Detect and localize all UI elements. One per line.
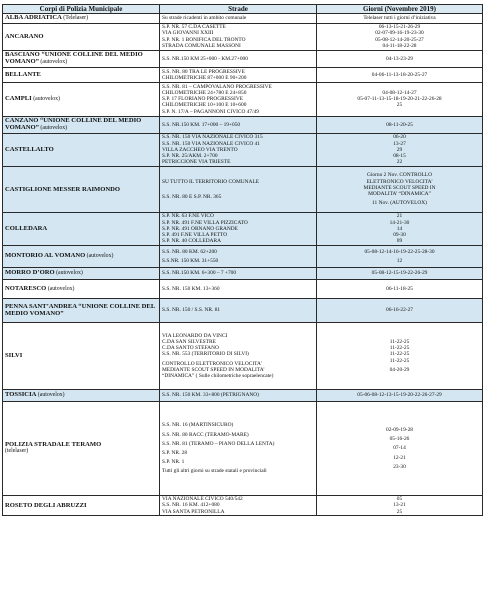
header-giorni: Giorni (Novembre 2019)	[317, 5, 483, 14]
table-row	[3, 116, 483, 133]
giorni-cell	[317, 298, 483, 322]
road-line: S.S. NR.150 KM. 17+000 – 19+050	[162, 121, 241, 128]
corpo-cell	[3, 245, 160, 267]
corpo-cell	[3, 495, 160, 515]
road-line: S.S. NR. 16 KM. 412+080	[162, 502, 220, 509]
day-line: Giorno 2 Nov. CONTROLLO	[367, 172, 432, 179]
giorni-cell	[317, 245, 483, 267]
corpo-cell	[3, 322, 160, 389]
corpo-cell	[3, 116, 160, 133]
corpo-cell	[3, 267, 160, 279]
schedule-body	[3, 14, 483, 516]
day-line: 05-08-12-14-16-19-22-25-28-30	[364, 248, 435, 255]
road-line: S.P. NR. 491 F.NE VILLA PIZZICATO	[162, 219, 248, 226]
giorni-cell	[317, 50, 483, 67]
table-row	[3, 401, 483, 495]
strade-cell	[160, 133, 317, 166]
table-row	[3, 67, 483, 82]
header-strade: Strade	[160, 5, 317, 14]
table-row	[3, 166, 483, 212]
day-line: 22	[396, 159, 403, 166]
road-line: S.S. NR. 81 – CAMPOVALANO PROGRESSIVE	[162, 83, 272, 90]
corpo-name: ROSETO DEGLI ABRUZZI	[5, 501, 87, 509]
day-line: Telelaser tutti i giorni d’iniziativa	[363, 15, 436, 22]
day-line: 06-20	[393, 134, 406, 141]
giorni-cell	[317, 212, 483, 245]
day-line: 21	[396, 213, 403, 220]
day-line: 11 Nov. (AUTOVELOX)	[372, 200, 427, 207]
day-line: 07-14	[393, 445, 406, 452]
day-line: 05-06-08-12-13-15-19-20-22-26-27-29	[357, 392, 442, 399]
corpo-name: NOTARESCO	[5, 284, 47, 292]
strade-cell	[160, 245, 317, 267]
corpo-name: PENNA SANT’ANDREA “UNIONE COLLINE DEL MEDIO VOMANO”	[5, 302, 155, 318]
road-line: CHILOMETRICHE 10+100 E 10+600	[162, 102, 247, 109]
corpo-name: BELLANTE	[5, 70, 41, 78]
corpo-cell	[3, 212, 160, 245]
day-line: 08-15	[393, 153, 406, 160]
corpo-name: BASCIANO “UNIONE COLLINE DEL MEDIO VOMANO”	[5, 50, 143, 66]
road-line: VIA SANTA PETRONILLA	[162, 508, 225, 515]
corpo-device: (autovelox)	[31, 95, 60, 102]
corpo-name: CANZANO “UNIONE COLLINE DEL MEDIO VOMANO”	[5, 116, 142, 132]
road-line: S.S. NR. 80 KM. 62+200	[162, 248, 217, 255]
day-line: 14-21-30	[389, 219, 410, 226]
road-line: C.DA SANTO STEFANO	[162, 345, 219, 352]
strade-cell	[160, 116, 317, 133]
corpo-name: COLLEDARA	[5, 225, 48, 233]
day-line: 08-11-20-25	[386, 121, 413, 128]
road-line: S.S. NR. 80 E S.P. NR. 365	[162, 193, 222, 200]
day-line: 06-16-22-27	[386, 307, 413, 314]
corpo-device: (autovelox)	[38, 125, 68, 132]
road-line: S.P. 17 FLORIANO PROGRESSIVE	[162, 96, 244, 103]
day-line: 12	[396, 257, 403, 264]
table-row	[3, 245, 483, 267]
road-line: S.P. NR. 63 F.NE VICO	[162, 213, 214, 220]
strade-cell	[160, 212, 317, 245]
road-line: MEDIANTE SCOUT SPEED IN MODALITA’	[162, 366, 265, 373]
giorni-cell	[317, 322, 483, 389]
corpo-cell	[3, 23, 160, 50]
day-line: 11-22-25	[389, 351, 410, 358]
road-line: S.S. NR.150 KM. 6+300 – 7 +700	[162, 270, 237, 277]
giorni-cell	[317, 401, 483, 495]
road-line: S.S. NR. 80 RACC (TERAMO-MARE)	[162, 431, 249, 438]
day-line: 05-07-11-13-15-18-19-20-21-22-26-28	[357, 96, 442, 103]
day-line: 12-21	[393, 454, 406, 461]
road-line: S.P. NR. 28	[162, 449, 188, 456]
road-line: S.S. NR. 16 (MARTINSICURO)	[162, 422, 234, 429]
road-line: VIA GIOVANNI XXIII	[162, 30, 214, 37]
corpo-cell	[3, 298, 160, 322]
corpo-name: SILVI	[5, 352, 23, 360]
road-line: S.S.NR. 150 KM. 31+550	[162, 257, 219, 264]
strade-cell	[160, 279, 317, 298]
day-line: 13-27	[393, 140, 406, 147]
corpo-name: CASTIGLIONE MESSER RAIMONDO	[5, 185, 121, 193]
day-line: 04-20-29	[389, 366, 410, 373]
corpo-cell	[3, 401, 160, 495]
day-line: 25	[396, 102, 403, 109]
strade-cell	[160, 166, 317, 212]
road-line: PETRICCIONE VIA TRIESTE	[162, 159, 231, 166]
road-line: S.S. NR. 80 TRA LE PROGRESSIVE	[162, 68, 245, 75]
road-line: S.S. NR. 150 VIA NAZIONALE CIVICO 41	[162, 140, 260, 147]
road-line: SU TUTTO IL TERRITORIO COMUNALE	[162, 178, 260, 185]
day-line: 23-30	[393, 463, 406, 470]
road-line: VIA LEONARDO DA VINCI	[162, 332, 228, 339]
table-row	[3, 279, 483, 298]
day-line: 06-13-15-21-26-29	[378, 24, 421, 31]
road-line: VIA NAZIONALE CIVICO 540/542	[162, 496, 243, 503]
giorni-cell	[317, 23, 483, 50]
strade-cell	[160, 298, 317, 322]
header-row	[3, 5, 483, 14]
road-line: S.S. NR.150 KM 25+000 - KM.27+000	[162, 55, 248, 62]
corpo-name: ALBA ADRIATICA	[5, 14, 62, 21]
giorni-cell	[317, 279, 483, 298]
corpo-name: MORRO D’ORO	[5, 269, 55, 277]
road-line: “DINAMICA” ( Sulle chilometriche sopraelencate)	[162, 372, 274, 379]
giorni-cell	[317, 116, 483, 133]
road-line: S.S. NR. 81 (TERAMO – PIANO DELLA LENTA)	[162, 440, 275, 447]
road-line: S.P. NR. 1 BONIFICA DEL TRONTO	[162, 36, 246, 43]
strade-cell	[160, 389, 317, 401]
corpo-device: (autovelox)	[46, 285, 75, 292]
road-line: S.S. NR. 150 KM. 33+800 (PETRIGNANO)	[162, 392, 259, 399]
header-corpi: Corpi di Polizia Municipale	[3, 5, 160, 14]
corpo-device: (Telelaser)	[61, 15, 89, 21]
day-line: 05-16-26	[389, 436, 410, 443]
table-row	[3, 495, 483, 515]
corpo-name: CASTELLALTO	[5, 146, 54, 154]
corpo-device: (autovelox)	[85, 253, 114, 260]
road-line: Tutti gli altri giorni su strade statali e provinciali	[162, 468, 267, 475]
road-line: S.S. NR. 150 VIA NAZIONALE CIVICO 315	[162, 134, 263, 141]
corpo-device: (telelaser)	[5, 448, 29, 455]
day-line: 04-11-18-22-28	[382, 42, 417, 49]
day-line: 29	[396, 146, 403, 153]
day-line: 04-06-11-13-18-20-25-27	[371, 71, 428, 78]
day-line: MODALITA’ “DINAMICA”	[368, 191, 431, 198]
corpo-name: MONTORIO AL VOMANO	[5, 252, 86, 260]
corpo-device: (autovelox)	[54, 270, 83, 277]
corpo-device: (autovelox)	[38, 59, 68, 66]
table-row	[3, 389, 483, 401]
road-line: VILLA ZACCHEO VIA TRENTO	[162, 146, 238, 153]
road-line: CHILOMETRICHE 24+780 E 24+850	[162, 89, 247, 96]
road-line: S.P. NR. 491 ORNANO GRANDE	[162, 225, 238, 232]
road-line: S.S. NR. 150 KM. 13+360	[162, 285, 220, 292]
day-line: 25	[396, 508, 403, 515]
corpo-cell	[3, 14, 160, 24]
corpo-cell	[3, 279, 160, 298]
road-line: C.DA SAN SILVESTRE	[162, 338, 216, 345]
road-line: CHILOMETRICHE 87+000 E 90+200	[162, 74, 247, 81]
corpo-cell	[3, 67, 160, 82]
corpo-cell	[3, 389, 160, 401]
table-row	[3, 298, 483, 322]
day-line: 04-13-23-29	[386, 55, 413, 62]
road-line: S.S. NR. 150 / S.S. NR. 81	[162, 307, 221, 314]
table-row	[3, 82, 483, 116]
giorni-cell	[317, 495, 483, 515]
giorni-cell	[317, 166, 483, 212]
day-line: MEDIANTE SCOUT SPEED IN	[363, 184, 436, 191]
corpo-name: TOSSICIA	[5, 391, 37, 399]
corpo-name: CAMPLI	[5, 94, 32, 102]
giorni-cell	[317, 267, 483, 279]
day-line: ELETTRONICO VELOCITA'	[366, 178, 433, 185]
strade-cell	[160, 67, 317, 82]
day-line: 05-08-12-15-19-22-26-29	[371, 270, 428, 277]
road-line: S.P. NR. 25/AKM. 2+700	[162, 153, 218, 160]
table-row	[3, 322, 483, 389]
day-line: 04-08-12-14-27	[382, 89, 417, 96]
corpo-cell	[3, 133, 160, 166]
table-row	[3, 50, 483, 67]
road-line: S.P. 491 F.NE VILLA PETTO	[162, 232, 228, 239]
giorni-cell	[317, 133, 483, 166]
strade-cell	[160, 50, 317, 67]
day-line: 05-08-12-14-20-25-27	[375, 36, 424, 43]
giorni-cell	[317, 67, 483, 82]
day-line: 13-21	[393, 502, 406, 509]
road-line: CONTROLLO ELETTRONICO VELOCITA'	[162, 360, 262, 367]
strade-cell	[160, 495, 317, 515]
road-line: S.P. N. 17/A – PAGANNONI CIVICO 47/49	[162, 108, 259, 115]
corpo-name: ANCARANO	[5, 32, 44, 40]
road-line: S.P. NR. 40 COLLEDARA	[162, 238, 222, 245]
day-line: 02-09-19-28	[386, 426, 413, 433]
day-line: 11-22-25	[389, 345, 410, 352]
table-row	[3, 23, 483, 50]
giorni-cell	[317, 14, 483, 24]
table-row	[3, 212, 483, 245]
day-line: 11-22-25	[389, 357, 410, 364]
road-line: Su strade ricadenti in ambito comunale	[162, 15, 247, 22]
giorni-cell	[317, 82, 483, 116]
day-line: 02-07-09-16-19-23-30	[375, 30, 424, 37]
day-line: 06-11-18-25	[386, 285, 413, 292]
corpo-device: (autovelox)	[36, 392, 65, 399]
table-row	[3, 267, 483, 279]
day-line: 09-30	[393, 232, 406, 239]
strade-cell	[160, 82, 317, 116]
road-line: S.S. NR. 553 (TERRITORIO DI SILVI)	[162, 351, 249, 358]
corpo-name: POLIZIA STRADALE TERAMO	[5, 440, 102, 448]
strade-cell	[160, 322, 317, 389]
table-row	[3, 133, 483, 166]
day-line: 14	[396, 225, 403, 232]
corpo-cell	[3, 166, 160, 212]
strade-cell	[160, 401, 317, 495]
corpo-cell	[3, 50, 160, 67]
day-line: 09	[396, 238, 403, 245]
strade-cell	[160, 267, 317, 279]
day-line: 05	[396, 496, 403, 503]
road-line: STRADA COMUNALE MASSONI	[162, 42, 241, 49]
strade-cell	[160, 23, 317, 50]
strade-cell	[160, 14, 317, 24]
corpo-cell	[3, 82, 160, 116]
schedule-table	[2, 4, 483, 516]
day-line: 11-22-25	[389, 338, 410, 345]
road-line: S.P. NR. 57 C.DA CASETTE	[162, 24, 226, 31]
giorni-cell	[317, 389, 483, 401]
table-row	[3, 14, 483, 24]
road-line: S.P. NR. 1	[162, 459, 185, 466]
